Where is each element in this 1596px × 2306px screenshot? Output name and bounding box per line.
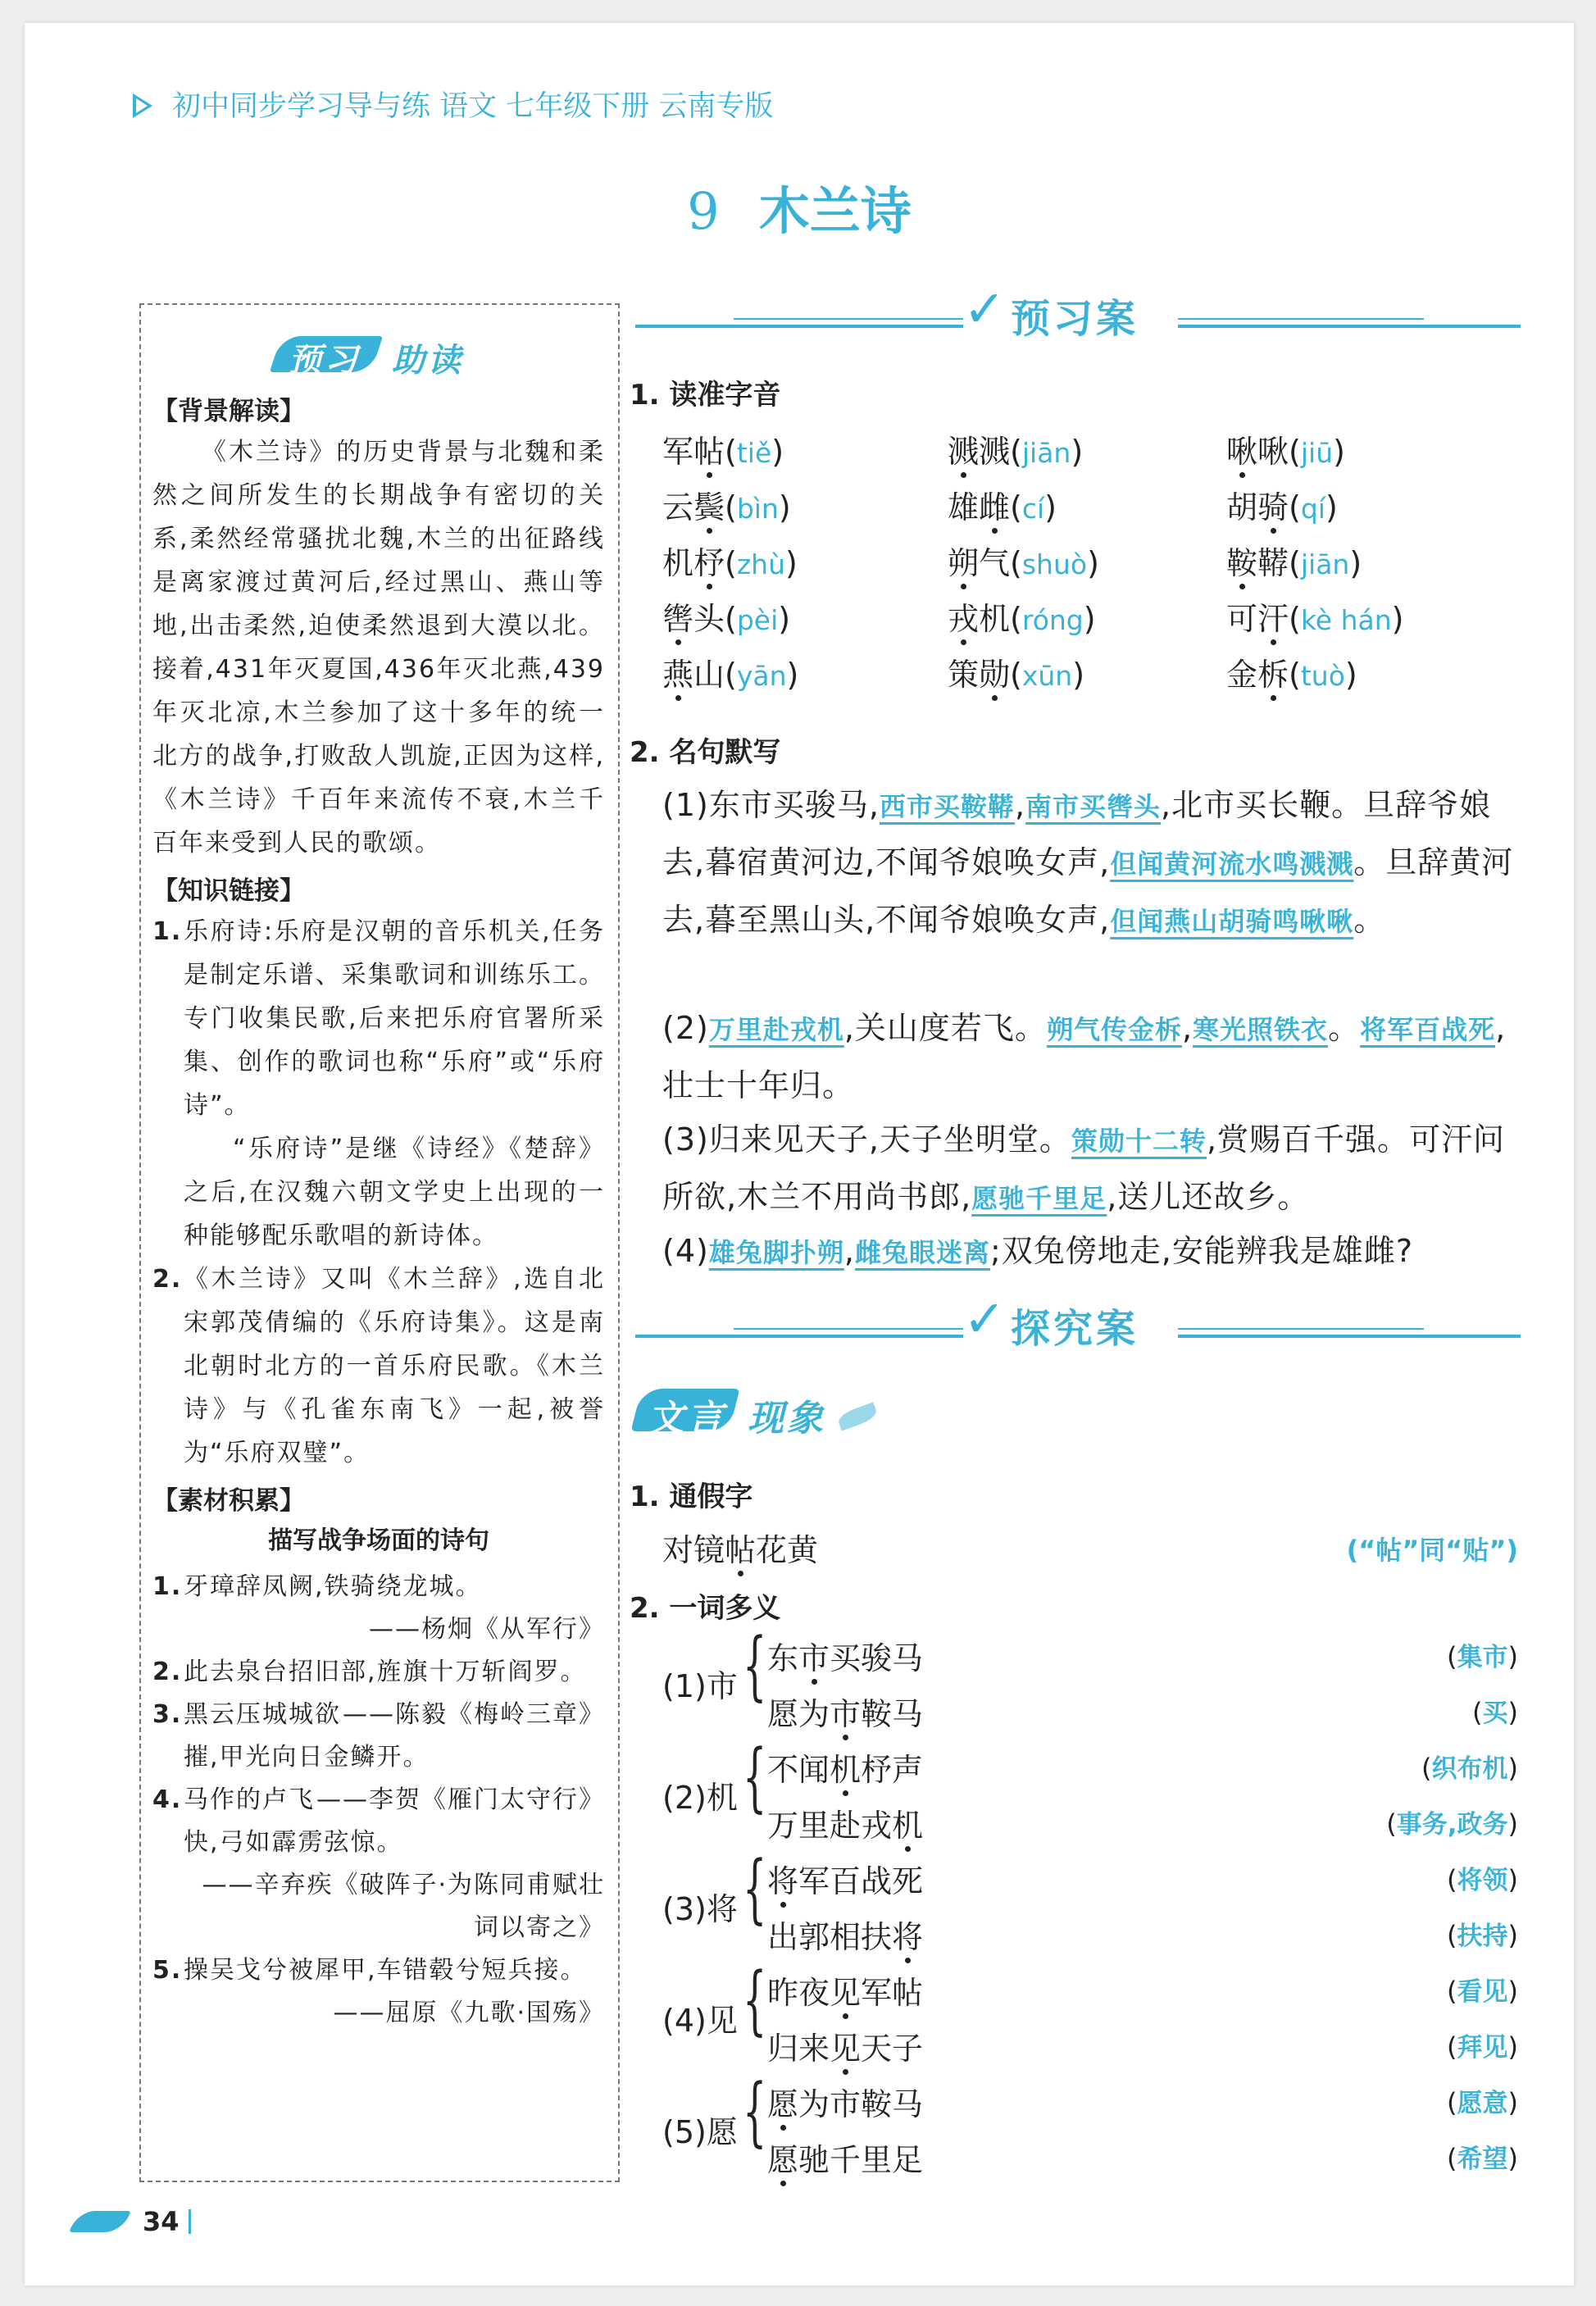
poem-item: [152, 1566, 605, 1651]
dotted-char: 市: [830, 1689, 861, 1734]
divider-line: [1178, 1335, 1521, 1338]
char-pre: 军: [662, 434, 694, 470]
item-number: 5.: [152, 1956, 183, 1985]
divider-line: [1178, 1328, 1424, 1330]
pinyin: zhù: [736, 548, 786, 580]
text-segment: ,北市买长鞭。旦辞爷娘去,暮宿黄河边,不闻爷娘唤女声,: [662, 787, 1492, 880]
pinyin: qí: [1300, 493, 1325, 525]
paren: (: [1289, 434, 1301, 470]
pinyin: bìn: [736, 493, 779, 525]
dotted-char: 汗: [1257, 594, 1289, 639]
series-header-text: 初中同步学习导与练 语文 七年级下册 云南专版: [172, 90, 774, 123]
item-number: 1.: [152, 917, 183, 946]
poem-text: 牙璋辞凤阙,铁骑绕龙城。: [184, 1572, 482, 1601]
pronunciation-item: [662, 594, 790, 639]
brace-icon: {: [743, 1956, 767, 2044]
pinyin: pèi: [736, 604, 779, 636]
polysemy-answer: (拜见): [1447, 2031, 1518, 2063]
check-icon: ✓: [963, 1289, 1006, 1349]
material-subheading: 描写战争场面的诗句: [268, 1526, 489, 1555]
text-segment: 为市鞍马: [798, 2086, 924, 2122]
char-post: 头: [693, 601, 725, 637]
dotted-char: 啾: [1226, 426, 1257, 471]
item-number: 1.: [152, 1572, 183, 1601]
text-segment: 昨夜: [767, 1975, 830, 2011]
dotted-char: 雌: [979, 482, 1010, 527]
paren: (: [1289, 601, 1301, 637]
explore-section-title: 探究案: [1011, 1306, 1139, 1352]
text-segment: 军百战死: [798, 1863, 924, 1899]
pronunciation-item: [1226, 594, 1403, 639]
divider-line: [734, 318, 963, 320]
polysemy-sentence: [767, 1689, 923, 1734]
dotted-char: 机: [830, 1744, 861, 1790]
polysemy-word: (4)见: [662, 2003, 738, 2039]
poem-source: ——杨炯《从军行》: [369, 1615, 605, 1644]
pronunciation-item: [1226, 482, 1338, 527]
leaf-icon: [836, 1402, 879, 1430]
paren: ): [1087, 545, 1099, 581]
polysemy-sentence: [767, 1744, 923, 1790]
text-segment: 杼声: [861, 1752, 924, 1788]
char-post: 溅: [979, 434, 1011, 470]
polysemy-answer: (希望): [1447, 2143, 1518, 2174]
pronunciation-item: [948, 594, 1096, 639]
poem-item: [152, 1651, 605, 1729]
brace-icon: {: [743, 1844, 767, 1932]
dotted-char: 将: [767, 1856, 798, 1901]
polysemy-sentence: [767, 1967, 923, 2013]
q1-heading: 1. 读准字音: [630, 379, 781, 412]
wing-icon: [69, 2211, 131, 2232]
poem-text: 马作的卢飞快,弓如霹雳弦惊。: [184, 1785, 403, 1857]
text-segment: 驰千里足: [798, 2142, 924, 2178]
pronunciation-item: [948, 426, 1083, 471]
series-header: [134, 84, 773, 125]
poem-source: ——辛弃疾《破阵子·为陈同甫赋壮词以寄之》: [202, 1871, 605, 1942]
answer-fill: 但闻燕山胡骑鸣啾啾: [1110, 906, 1354, 937]
paren: ): [1072, 657, 1085, 693]
recitation-p4: [662, 1223, 1525, 1280]
dotted-char: 溅: [948, 426, 979, 471]
poem-item: [152, 1694, 605, 1814]
paren: (: [725, 489, 737, 525]
dotted-char: 帖: [693, 426, 725, 471]
text-segment: ,赏赐百千强。可汗问所欲,木兰不用尚书郎,: [662, 1121, 1506, 1215]
poem-item: [152, 1949, 605, 2027]
dotted-char: 杼: [693, 538, 725, 583]
poem-text: 黑云压城城欲摧,甲光向日金鳞开。: [184, 1700, 430, 1772]
dotted-char: 将: [892, 1912, 923, 1957]
lesson-title: [25, 171, 1574, 243]
pronunciation-item: [1226, 649, 1357, 694]
paren: ): [1344, 657, 1357, 693]
answer-fill: 但闻黄河流水鸣溅溅: [1110, 848, 1354, 880]
text-segment: ;双兔傍地走,安能辨我是雄雌?: [989, 1233, 1414, 1269]
polysemy-sentence: [767, 2135, 923, 2180]
polysemy-answer: (愿意): [1447, 2087, 1518, 2118]
char-post: 机: [979, 601, 1011, 637]
q2-heading: 2. 名句默写: [630, 736, 781, 769]
pronunciation-item: [948, 538, 1099, 583]
divider-line: [1178, 325, 1521, 328]
brace-icon: {: [743, 2067, 767, 2155]
answer-fill: 西市买鞍鞯: [879, 791, 1015, 822]
brace-icon: {: [743, 1621, 767, 1709]
paren: (: [1010, 434, 1022, 470]
paren: ): [1349, 545, 1362, 581]
answer-fill: 愿驰千里足: [971, 1183, 1107, 1214]
pinyin: jiū: [1300, 437, 1334, 469]
char-pre: 雄: [948, 489, 980, 525]
answer-text: 集市: [1457, 1643, 1508, 1672]
item-number: 2.: [152, 1265, 183, 1294]
text-segment: 。旦辞黄河去,暮至黑山头,不闻爷娘唤女声,: [662, 844, 1514, 938]
paren: (: [725, 545, 737, 581]
answer-text: 事务,政务: [1396, 1810, 1508, 1840]
polysemy-answer: (织布机): [1421, 1753, 1518, 1784]
page-number: 34: [143, 2206, 180, 2237]
pronunciation-item: [662, 538, 798, 583]
text-segment: 买骏马: [830, 1640, 924, 1676]
answer-fill: 寒光照铁衣: [1193, 1014, 1329, 1045]
paren: ): [1071, 434, 1084, 470]
paren: (: [1010, 489, 1022, 525]
pinyin: kè hán: [1300, 604, 1392, 636]
loanword-heading: 1. 通假字: [630, 1480, 753, 1513]
poem-item: [152, 1779, 605, 1949]
knowledge-text: 乐府诗:乐府是汉朝的音乐机关,任务是制定乐谱、采集歌词和训练乐工。专门收集民歌,后来把乐府官署所采集、创作的歌词也称“乐府”或“乐府诗”。: [184, 917, 605, 1120]
knowledge-item: [152, 1258, 605, 1475]
background-text: 《木兰诗》的历史背景与北魏和柔然之间所发生的长期战争有密切的关系,柔然经常骚扰北魏,木兰的出征路线是离家渡过黄河后,经过黑山、燕山等地,出击柔然,迫使柔然退到大漠以北。接着,431年灭夏国,436年灭北燕,439年灭北凉,木兰参加了这十多年的统一北方的战争,打败敌人凯旋,正因为这样,《木兰诗》千百年来流传不衰,木兰千百年来受到人民的歌颂。: [152, 438, 605, 857]
page: [25, 23, 1574, 2286]
paren: ): [778, 601, 791, 637]
pronunciation-item: [662, 482, 791, 527]
char-pre: 云: [662, 489, 694, 525]
loanword-phrase: [662, 1525, 818, 1570]
dotted-char: 朔: [948, 538, 979, 583]
answer-fill: 雄兔脚扑朔: [708, 1237, 844, 1268]
answer-text: 希望: [1457, 2145, 1508, 2174]
char-pre: 金: [1226, 657, 1258, 693]
answer-text: 愿意: [1457, 2089, 1508, 2118]
poem-text: 此去泉台招旧部,旌旗十万斩阎罗。: [184, 1658, 587, 1686]
footer-divider: [189, 2209, 191, 2234]
char-pre: 胡: [1226, 489, 1258, 525]
dotted-char: 愿: [767, 2079, 798, 2124]
paren: (: [725, 601, 737, 637]
preview-guide-box: [139, 303, 620, 2182]
polysemy-word: (3)将: [662, 1891, 738, 1927]
text-segment: 军帖: [861, 1975, 924, 2011]
text-segment: 鞍马: [861, 1696, 924, 1732]
polysemy-sentence: [767, 1912, 923, 1957]
answer-fill: 万里赴戎机: [708, 1014, 844, 1045]
text-segment: ,: [1014, 787, 1026, 823]
text-segment: (2): [662, 1010, 709, 1046]
lesson-number: 9: [687, 181, 720, 241]
item-number: 4.: [152, 1785, 183, 1814]
polysemy-answer: (集市): [1447, 1641, 1518, 1672]
poem-source: ——陈毅《梅岭三章》: [343, 1700, 605, 1729]
dotted-char: 燕: [662, 649, 693, 694]
char-post: 啾: [1257, 434, 1289, 470]
pinyin: yān: [736, 660, 787, 692]
polysemy-answer: (买): [1472, 1697, 1518, 1728]
dotted-char: 戎: [948, 594, 979, 639]
dotted-char: 愿: [767, 2135, 798, 2180]
brace-icon: {: [743, 1733, 767, 1821]
badge-text-b: 现象: [748, 1398, 826, 1440]
char-pre: 策: [948, 657, 980, 693]
polysemy-word: (5)愿: [662, 2114, 738, 2150]
pinyin: tuò: [1300, 660, 1345, 692]
paren: ): [785, 545, 798, 581]
text-segment: 。: [1353, 902, 1386, 938]
answer-text: 看见: [1457, 1977, 1508, 2007]
divider-line: [734, 1328, 963, 1330]
text-segment: 。: [1328, 1010, 1361, 1046]
text-segment: 不闻: [767, 1752, 830, 1788]
text-segment: (3)归来见天子,天子坐明堂。: [662, 1121, 1071, 1158]
polysemy-sentence: [767, 1633, 923, 1678]
answer-fill: 南市买辔头: [1025, 791, 1162, 822]
polysemy-heading: 2. 一词多义: [630, 1592, 781, 1625]
text-segment: 出郭相扶: [767, 1919, 893, 1955]
polysemy-word: (2)机: [662, 1780, 738, 1816]
paren: ): [786, 657, 799, 693]
polysemy-answer: (将领): [1447, 1864, 1518, 1895]
paren: (: [1010, 657, 1022, 693]
pinyin: shuò: [1021, 548, 1088, 580]
polysemy-sentence: [767, 1800, 923, 1845]
text-segment: ,: [1181, 1010, 1194, 1046]
polysemy-word: (1)市: [662, 1668, 738, 1704]
paren: (: [1010, 545, 1022, 581]
pinyin: cí: [1021, 493, 1045, 525]
preview-guide-badge: [275, 330, 605, 380]
text-segment: ,关山度若飞。: [843, 1010, 1047, 1046]
answer-text: 扶持: [1457, 1922, 1508, 1951]
dotted-char: 辔: [662, 594, 693, 639]
paren: (: [1289, 657, 1301, 693]
lesson-title-text: 木兰诗: [758, 181, 912, 241]
answer-fill: 将军百战死: [1360, 1014, 1496, 1045]
text-segment: (1)东市买骏马,: [662, 787, 880, 823]
paren: (: [725, 657, 737, 693]
paren: ): [778, 489, 791, 525]
material-heading: 【素材积累】: [152, 1486, 305, 1516]
answer-fill: 雌兔眼迷离: [854, 1237, 990, 1268]
char-post: 山: [693, 657, 725, 693]
play-triangle-icon: [134, 93, 154, 118]
knowledge-heading: 【知识链接】: [152, 876, 305, 906]
answer-text: 将领: [1457, 1866, 1508, 1895]
text-segment: 愿为: [767, 1696, 830, 1732]
char-pre: 可: [1226, 601, 1258, 637]
pronunciation-item: [1226, 426, 1345, 471]
dotted-char: 见: [830, 1967, 861, 2013]
dotted-char: 帖: [725, 1525, 756, 1570]
dotted-char: 柝: [1257, 649, 1289, 694]
pronunciation-item: [662, 649, 798, 694]
text-segment: 对镜: [662, 1532, 725, 1568]
dotted-char: 勋: [979, 649, 1010, 694]
polysemy-list: [662, 1621, 1518, 2199]
polysemy-sentence: [767, 2079, 923, 2124]
paren: ): [1391, 601, 1404, 637]
dotted-char: 鞍: [1226, 538, 1257, 583]
polysemy-answer: (看见): [1447, 1976, 1518, 2007]
pinyin: jiān: [1300, 548, 1350, 580]
text-segment: ,: [843, 1233, 855, 1269]
divider-line: [1178, 318, 1424, 320]
text-segment: 归来: [767, 2031, 830, 2067]
answer-text: 买: [1482, 1699, 1508, 1728]
recitation-p3: [662, 1112, 1525, 1226]
loanword-row: [662, 1525, 1518, 1566]
preview-section-bar: [635, 279, 1521, 343]
background-heading: 【背景解读】: [152, 397, 305, 426]
paren: ): [1325, 489, 1338, 525]
badge-text-a: 预习: [289, 342, 361, 380]
char-pre: 机: [662, 545, 694, 581]
poem-text: 操吴戈兮被犀甲,车错毂兮短兵接。: [184, 1956, 587, 1985]
pronunciation-item: [1226, 538, 1362, 583]
poem-source: ——李贺《雁门太守行》: [316, 1785, 605, 1814]
loanword-answer: (“帖”同“贴”): [1346, 1535, 1518, 1566]
answer-fill: 朔气传金柝: [1046, 1014, 1182, 1045]
divider-line: [635, 1335, 963, 1338]
poem-source: ——屈原《九歌·国殇》: [333, 1999, 605, 2027]
pronunciation-item: [662, 426, 784, 471]
text-segment: ,送儿还故乡。: [1107, 1179, 1310, 1215]
knowledge-item: [152, 910, 605, 1258]
badge-text-a: 文言: [648, 1398, 726, 1440]
answer-text: 拜见: [1457, 2033, 1508, 2063]
paren: ): [771, 434, 784, 470]
dotted-char: 见: [830, 2023, 861, 2068]
answer-text: 织布机: [1431, 1754, 1508, 1784]
text-segment: 东: [767, 1640, 799, 1676]
dotted-char: 市: [798, 1633, 830, 1678]
paren: ): [1083, 601, 1096, 637]
char-post: 气: [979, 545, 1011, 581]
recitation-p2: [662, 1000, 1525, 1113]
dotted-char: 骑: [1257, 482, 1289, 527]
item-number: 3.: [152, 1700, 183, 1729]
divider-line: [635, 325, 963, 328]
recitation-p1: [662, 777, 1525, 949]
answer-fill: 策勋十二转: [1071, 1126, 1207, 1157]
badge-text-b: 助读: [392, 342, 464, 380]
preview-section-title: 预习案: [1011, 296, 1139, 342]
text-segment: (4): [662, 1233, 709, 1269]
pronunciation-item: [948, 649, 1084, 694]
knowledge-text: 《木兰诗》又叫《木兰辞》,选自北宋郭茂倩编的《乐府诗集》。这是南北朝时北方的一首乐府民歌。《木兰诗》与《孔雀东南飞》一起,被誉为“乐府双璧”。: [184, 1265, 605, 1467]
polysemy-answer: (扶持): [1447, 1920, 1518, 1951]
text-segment: ,壮士十年归。: [662, 1010, 1507, 1103]
paren: (: [1010, 601, 1022, 637]
paren: (: [1289, 545, 1301, 581]
dotted-char: 机: [892, 1800, 923, 1845]
pinyin: róng: [1021, 604, 1084, 636]
explore-section-bar: [635, 1289, 1521, 1353]
text-segment: 花黄: [756, 1532, 819, 1568]
dotted-char: 鬓: [693, 482, 725, 527]
paren: (: [725, 434, 737, 470]
text-segment: 万里赴戎: [767, 1808, 893, 1844]
char-post: 鞯: [1257, 545, 1289, 581]
polysemy-sentence: [767, 1856, 923, 1901]
polysemy-sentence: [767, 2023, 923, 2068]
polysemy-answer: (事务,政务): [1386, 1808, 1518, 1840]
pinyin: xūn: [1021, 660, 1073, 692]
check-icon: ✓: [963, 279, 1006, 339]
pronunciation-item: [948, 482, 1057, 527]
pinyin: jiān: [1021, 437, 1071, 469]
classical-phenomena-badge: [636, 1387, 898, 1440]
paren: ): [1044, 489, 1057, 525]
paren: (: [1289, 489, 1301, 525]
knowledge-text-2: “乐府诗”是继《诗经》《楚辞》之后,在汉魏六朝文学史上出现的一种能够配乐歌唱的新诗体。: [184, 1135, 605, 1250]
text-segment: 天子: [861, 2031, 924, 2067]
pinyin: tiě: [736, 437, 772, 469]
item-number: 2.: [152, 1658, 183, 1686]
paren: ): [1333, 434, 1345, 470]
